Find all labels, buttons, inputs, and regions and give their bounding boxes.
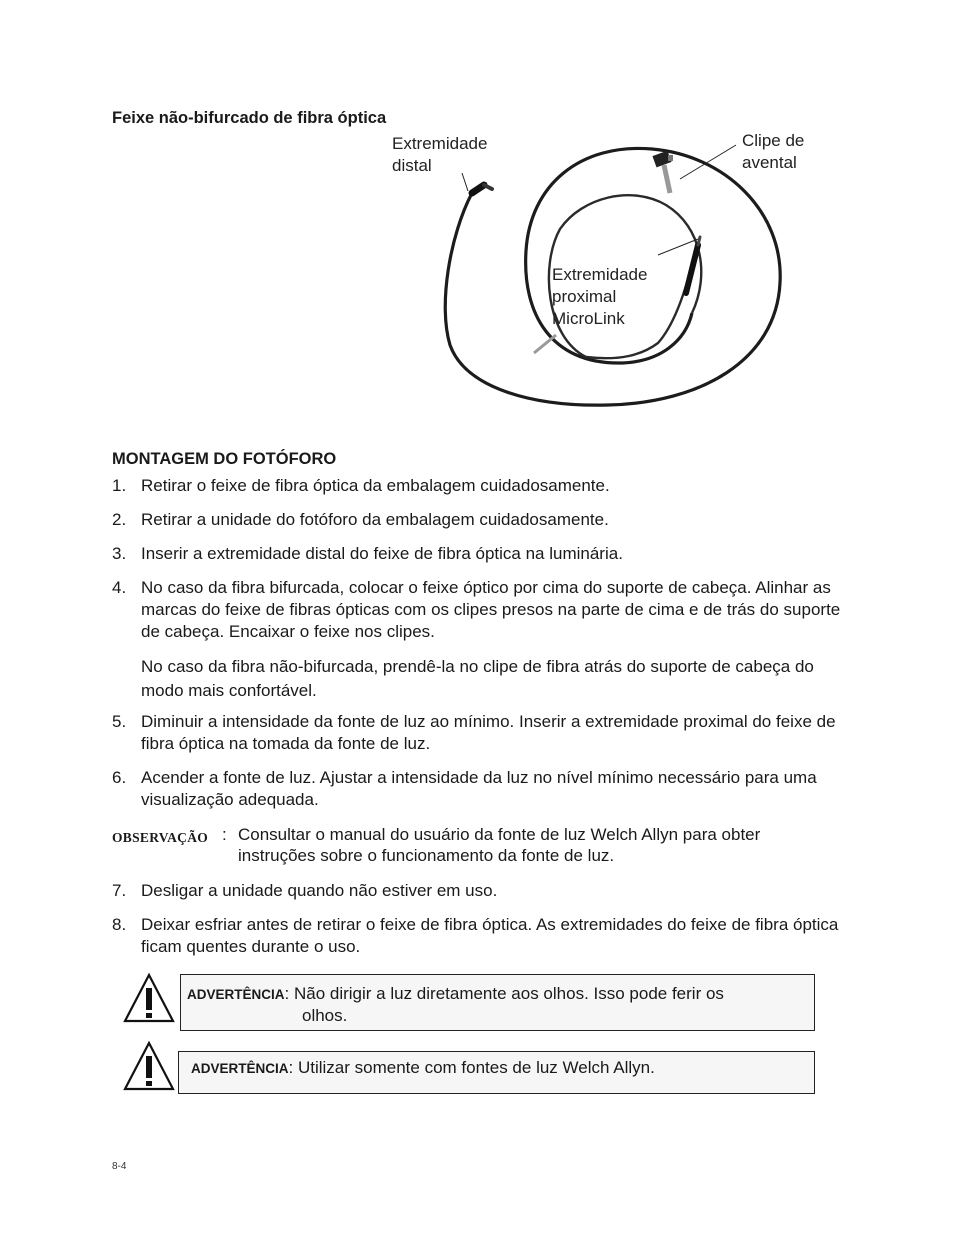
warning-box: ADVERTÊNCIA: Não dirigir a luz diretamente aos olhos. Isso pode ferir os olhos. xyxy=(180,974,815,1031)
list-item: 1. Retirar o feixe de fibra óptica da embalagem cuidadosamente. xyxy=(112,476,610,495)
list-item: 5. Diminuir a intensidade da fonte de luz ao mínimo. Inserir a extremidade proximal do feixe de fibra óptica na tomada da fonte de luz. xyxy=(112,712,836,753)
assembly-section-title: MONTAGEM DO FOTÓFORO xyxy=(112,450,337,468)
list-item-extra: No caso da fibra não-bifurcada, prendê-la no clipe de fibra atrás do suporte de cabeça do modo mais confortável. xyxy=(141,657,814,700)
note-text: Consultar o manual do usuário da fonte de luz Welch Allyn para obter instruções sobre o funcionamento da fonte de luz. xyxy=(238,825,761,865)
page-number: 8-4 xyxy=(112,1161,127,1172)
figure-title: Feixe não-bifurcado de fibra óptica xyxy=(112,109,387,127)
label-proximal-end: Extremidade proximal MicroLink xyxy=(552,265,648,328)
warning-label: ADVERTÊNCIA xyxy=(187,987,285,1002)
note: OBSERVAÇÃO : Consultar o manual do usuário da fonte de luz Welch Allyn para obter instruções sobre o funcionamento da fonte de luz. xyxy=(112,824,842,866)
list-item: 6. Acender a fonte de luz. Ajustar a intensidade da luz no nível mínimo necessário para uma visualização adequada. xyxy=(112,768,817,809)
list-item: 2. Retirar a unidade do fotóforo da embalagem cuidadosamente. xyxy=(112,510,609,529)
warning-label: ADVERTÊNCIA xyxy=(191,1061,289,1076)
list-item: 3. Inserir a extremidade distal do feixe de fibra óptica na luminária. xyxy=(112,544,623,563)
list-item: 4. No caso da fibra bifurcada, colocar o feixe óptico por cima do suporte de cabeça. Alinhar as marcas do feixe de fibras ópticas com os clipes presos na parte de cima e de trás do suporte de cabeça. Encaixar o feixe nos clipes. xyxy=(112,578,841,641)
label-distal-end: Extremidade distal xyxy=(392,134,488,175)
label-apron-clip: Clipe de avental xyxy=(742,131,805,172)
warning-text: Utilizar somente com fontes de luz Welch Allyn. xyxy=(297,1058,655,1077)
warning-text-cont: olhos. xyxy=(302,1006,348,1025)
note-label: OBSERVAÇÃO xyxy=(112,830,209,845)
warning-box: ADVERTÊNCIA: Utilizar somente com fontes de luz Welch Allyn. xyxy=(178,1051,815,1094)
list-item: 7. Desligar a unidade quando não estiver em uso. xyxy=(112,881,498,900)
warning-text: Não dirigir a luz diretamente aos olhos. Isso pode ferir os xyxy=(293,984,724,1003)
warning-triangle-icon xyxy=(122,1040,176,1092)
warning-triangle-icon xyxy=(122,972,176,1024)
list-item: 8. Deixar esfriar antes de retirar o feixe de fibra óptica. As extremidades do feixe de fibra óptica ficam quentes durante o uso. xyxy=(112,915,839,956)
